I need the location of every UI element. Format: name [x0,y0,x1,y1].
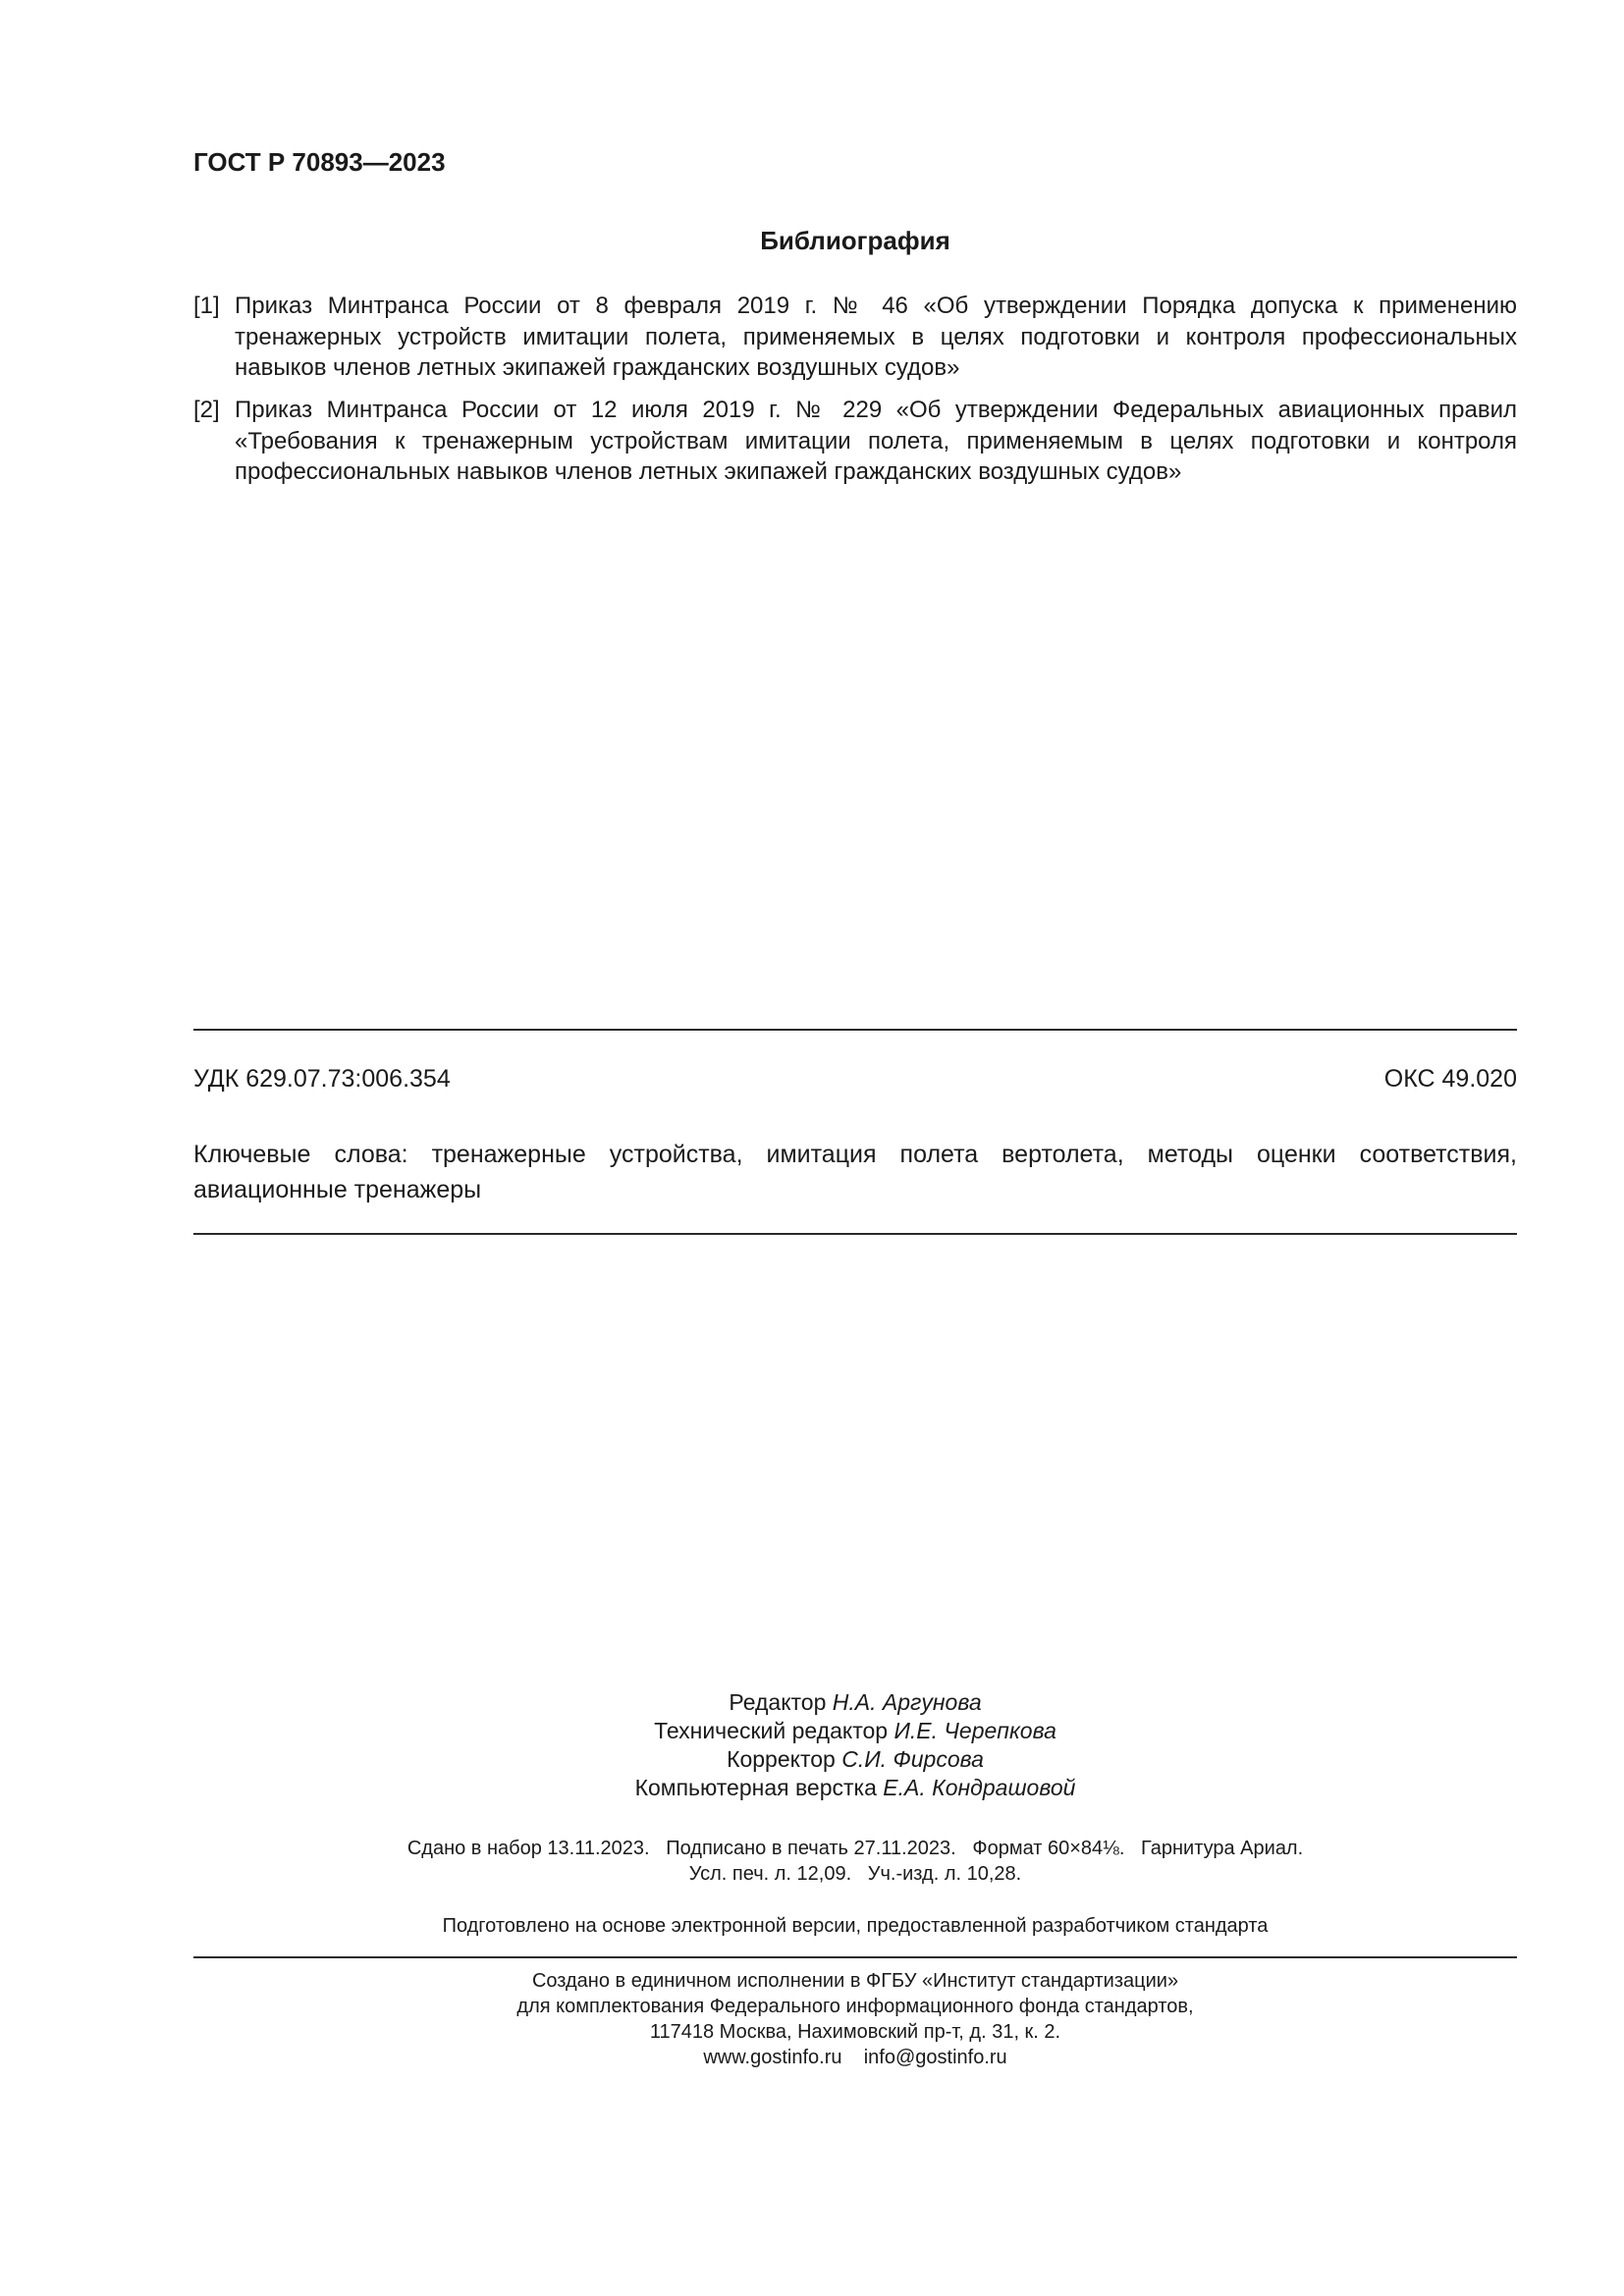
publisher-line: 117418 Москва, Нахимовский пр-т, д. 31, к. 2. [649,2021,1061,2043]
staff-name: С.И. Фирсова [841,1746,984,1772]
publisher-contacts: www.gostinfo.ru info@gostinfo.ru [703,2047,1007,2068]
print-info-line: Сдано в набор 13.11.2023. Подписано в печать 27.11.2023. Формат 60×84⅛. Гарнитура Ариал. [406,1838,1304,1859]
divider [193,1956,1517,1958]
staff-editor [193,1688,1517,1717]
divider [193,1029,1517,1031]
staff-technical-editor [193,1717,1517,1745]
print-info-line: Усл. печ. л. 12,09. Уч.-изд. л. 10,28. [688,1863,1022,1885]
bibliography-title: Библиография [760,226,950,255]
staff-role: Технический редактор [654,1718,889,1743]
print-info [193,1836,1517,1887]
prepared-note: Подготовлено на основе электронной версии, предоставленной разработчиком стандарта [442,1915,1269,1937]
bibliography-item-text: Приказ Минтранса России от 8 февраля 2019 г. № 46 «Об утверждении Порядка допуска к применению тренажерных устройств имитации полета, применяемых в целях подготовки и контроля профессиональных навыков членов летных экипажей гражданских воздушных судов» [235,293,1517,381]
divider [193,1233,1517,1235]
bibliography-item-number: [2] [193,397,220,423]
keywords: Ключевые слова: тренажерные устройства, имитация полета вертолета, методы оценки соответствия, авиационные тренажеры [193,1141,1517,1203]
publisher-line: для комплектования Федерального информационного фонда стандартов, [516,1996,1194,2017]
staff-name: И.Е. Черепкова [893,1718,1056,1743]
bibliography-item-text: Приказ Минтранса России от 12 июля 2019 г. № 229 «Об утверждении Федеральных авиационных правил «Требования к тренажерным устройствам имитации полета, применяемым в целях подготовки и контроля профессиональных навыков членов летных экипажей гражданских воздушных судов» [235,397,1517,485]
editorial-staff [193,1688,1517,1802]
staff-role: Корректор [727,1746,836,1772]
staff-role: Редактор [729,1689,827,1715]
publisher-info [193,1968,1517,2070]
bibliography-item-number: [1] [193,293,220,319]
staff-name: Е.А. Кондрашовой [883,1775,1076,1800]
udk-code: УДК 629.07.73:006.354 [193,1065,451,1093]
document-code: ГОСТ Р 70893—2023 [193,147,446,177]
bibliography-item [193,291,1517,384]
publisher-line: Создано в единичном исполнении в ФГБУ «Институт стандартизации» [531,1970,1179,1992]
staff-proofreader [193,1745,1517,1774]
bibliography-item [193,395,1517,488]
staff-layout [193,1774,1517,1802]
oks-code: ОКС 49.020 [1383,1065,1517,1093]
staff-name: Н.А. Аргунова [832,1689,982,1715]
staff-role: Компьютерная верстка [634,1775,877,1800]
